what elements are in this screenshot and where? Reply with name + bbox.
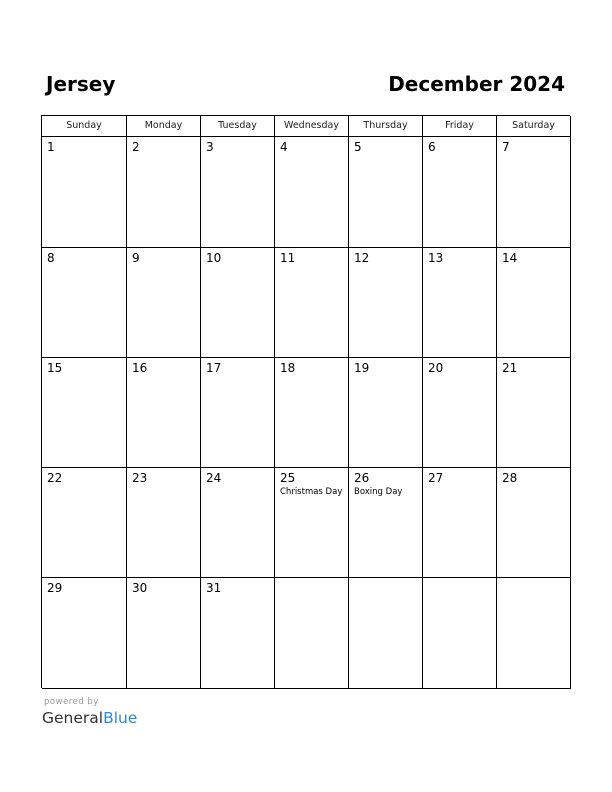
powered-by-text: powered by <box>44 697 99 707</box>
day-number: 17 <box>206 361 222 375</box>
day-cell-empty <box>349 578 423 689</box>
holiday-label: Boxing Day <box>354 487 403 497</box>
day-number: 15 <box>47 361 63 375</box>
day-cell <box>497 248 571 358</box>
day-cell <box>42 137 127 248</box>
day-cell-empty <box>497 578 571 689</box>
day-cell <box>42 578 127 689</box>
day-cell <box>127 468 201 578</box>
day-number: 9 <box>132 251 140 265</box>
day-number: 13 <box>428 251 444 265</box>
calendar-grid <box>41 115 570 688</box>
day-cell <box>42 468 127 578</box>
day-cell <box>423 248 497 358</box>
day-cell <box>349 468 423 578</box>
day-cell <box>497 468 571 578</box>
day-number: 1 <box>47 140 55 154</box>
day-number: 28 <box>502 471 518 485</box>
day-number: 7 <box>502 140 510 154</box>
day-number: 26 <box>354 471 370 485</box>
day-number: 2 <box>132 140 140 154</box>
day-number: 20 <box>428 361 444 375</box>
brand-name-general: General <box>42 709 104 727</box>
month-title: December 2024 <box>388 72 565 96</box>
day-number: 24 <box>206 471 222 485</box>
day-cell <box>275 358 349 468</box>
day-number: 8 <box>47 251 55 265</box>
weekday-header-monday: Monday <box>127 116 201 137</box>
weekday-header-thursday: Thursday <box>349 116 423 137</box>
day-number: 11 <box>280 251 296 265</box>
weekday-header-tuesday: Tuesday <box>201 116 275 137</box>
day-number: 18 <box>280 361 296 375</box>
day-number: 30 <box>132 581 148 595</box>
weekday-header-wednesday: Wednesday <box>275 116 349 137</box>
day-number: 27 <box>428 471 444 485</box>
day-number: 23 <box>132 471 148 485</box>
day-cell <box>127 578 201 689</box>
day-cell <box>423 137 497 248</box>
brand-name-blue: Blue <box>103 709 138 727</box>
day-cell <box>201 358 275 468</box>
day-number: 16 <box>132 361 148 375</box>
day-cell <box>127 358 201 468</box>
day-cell <box>42 248 127 358</box>
day-cell <box>127 137 201 248</box>
holiday-label: Christmas Day <box>280 487 343 497</box>
day-cell <box>275 137 349 248</box>
day-cell <box>201 248 275 358</box>
day-number: 14 <box>502 251 518 265</box>
brand-logo <box>42 709 137 727</box>
day-cell <box>349 358 423 468</box>
day-cell <box>349 137 423 248</box>
day-cell <box>201 137 275 248</box>
day-cell <box>127 248 201 358</box>
weekday-header-sunday: Sunday <box>42 116 127 137</box>
day-number: 10 <box>206 251 222 265</box>
day-cell-empty <box>275 578 349 689</box>
weekday-header-friday: Friday <box>423 116 497 137</box>
day-cell <box>497 358 571 468</box>
day-number: 25 <box>280 471 296 485</box>
day-cell <box>423 468 497 578</box>
day-number: 12 <box>354 251 370 265</box>
day-cell-empty <box>423 578 497 689</box>
day-number: 4 <box>280 140 288 154</box>
day-number: 21 <box>502 361 518 375</box>
day-number: 22 <box>47 471 63 485</box>
day-number: 6 <box>428 140 436 154</box>
day-cell <box>275 248 349 358</box>
day-number: 3 <box>206 140 214 154</box>
day-number: 5 <box>354 140 362 154</box>
day-cell <box>423 358 497 468</box>
day-cell <box>42 358 127 468</box>
day-cell <box>201 578 275 689</box>
day-cell <box>349 248 423 358</box>
day-cell <box>275 468 349 578</box>
day-number: 29 <box>47 581 63 595</box>
weekday-header-saturday: Saturday <box>497 116 571 137</box>
day-cell <box>201 468 275 578</box>
day-cell <box>497 137 571 248</box>
region-title: Jersey <box>46 72 116 96</box>
day-number: 19 <box>354 361 370 375</box>
day-number: 31 <box>206 581 222 595</box>
